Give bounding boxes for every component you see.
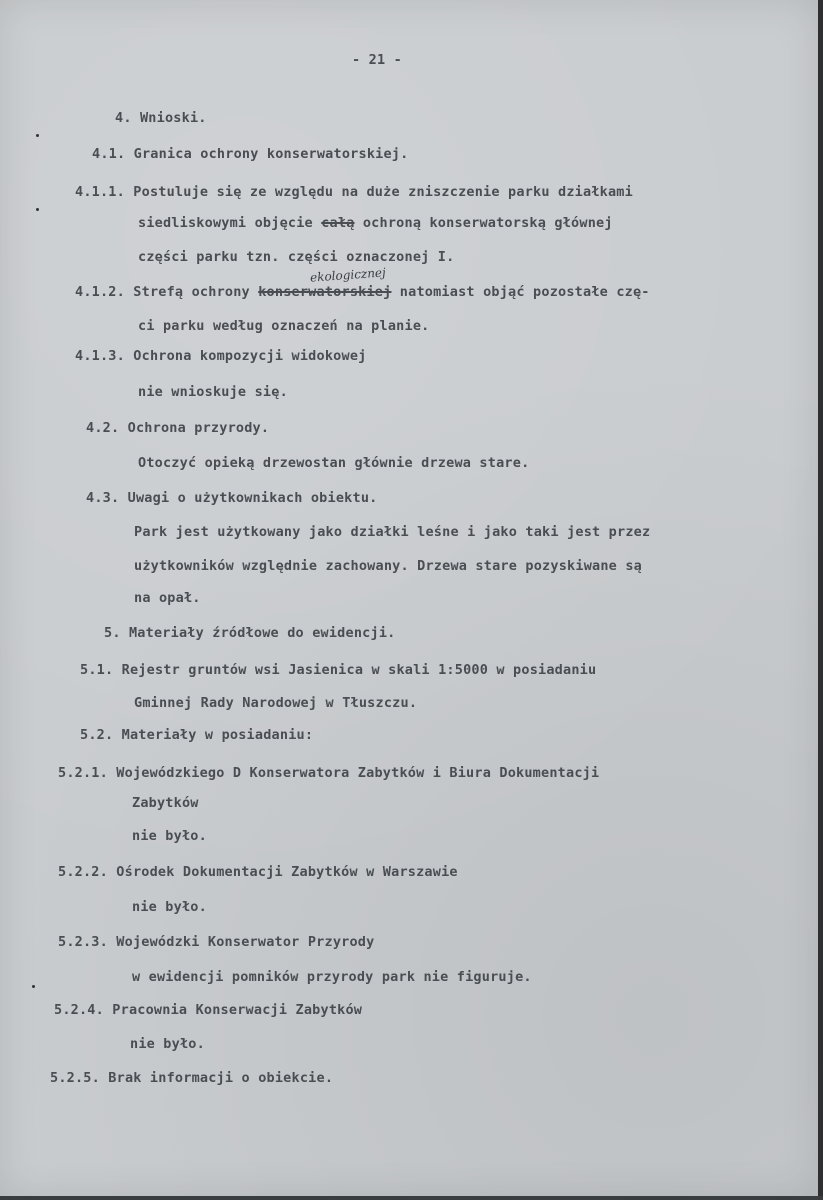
- section-text: Otoczyć opieką drzewostan głównie drzewa stare.: [138, 455, 530, 471]
- line-5: [104, 625, 395, 641]
- line-4-3: [86, 490, 377, 506]
- line-4-1: [92, 146, 408, 162]
- line-4: [115, 110, 207, 126]
- section-text: Postuluje się ze względu na duże zniszczenie parku działkami: [133, 184, 633, 200]
- line-4-1-1: [75, 184, 633, 200]
- scan-edge-right: [818, 0, 823, 1200]
- handwritten-correction: ekologicznej: [309, 265, 387, 285]
- line-5-2-3: [58, 934, 374, 950]
- line-4-1-3-cont: [138, 384, 288, 400]
- section-number: 4.1.2.: [75, 284, 125, 300]
- scan-speck: [36, 208, 39, 211]
- line-5-2-1-cont2: [132, 828, 207, 844]
- section-text: Uwagi o użytkownikach obiektu.: [127, 490, 378, 506]
- section-number: 5.2.2.: [58, 864, 108, 880]
- section-number: 5.2.1.: [58, 765, 108, 781]
- section-text: Zabytków: [132, 795, 199, 811]
- line-4-3-cont: [134, 524, 650, 540]
- section-text: Strefą ochrony: [133, 284, 250, 300]
- line-4-2-cont: [138, 455, 529, 471]
- line-5-1: [80, 662, 596, 678]
- struck-text: całą: [321, 215, 355, 231]
- section-text: Ośrodek Dokumentacji Zabytków w Warszawie: [116, 864, 458, 880]
- section-number: 5.1.: [80, 662, 114, 678]
- section-text: Wojewódzkiego D Konserwatora Zabytków i Biura Dokumentacji: [116, 765, 600, 781]
- line-5-1-cont: [134, 695, 417, 711]
- line-5-2-5: [50, 1070, 333, 1086]
- line-5-2: [80, 727, 313, 743]
- section-text: ochroną konserwatorską głównej: [362, 215, 613, 231]
- section-number: 4.3.: [86, 490, 120, 506]
- section-text: ci parku według oznaczeń na planie.: [138, 318, 430, 334]
- section-text: nie było.: [132, 899, 207, 915]
- section-text: Materiały źródłowe do ewidencji.: [128, 625, 396, 641]
- section-text: Materiały w posiadaniu:: [121, 727, 314, 743]
- section-number: 5.: [104, 625, 121, 641]
- section-text: Gminnej Rady Narodowej w Tłuszczu.: [134, 695, 418, 711]
- scan-speck: [36, 134, 39, 137]
- section-number: 4.1.3.: [75, 348, 125, 364]
- section-text: Brak informacji o obiekcie.: [108, 1070, 334, 1086]
- section-number: 4.2.: [86, 420, 120, 436]
- section-text: Granica ochrony konserwatorskiej.: [133, 146, 409, 162]
- section-text: Ochrona kompozycji widokowej: [133, 348, 367, 364]
- scan-speck: [32, 985, 35, 988]
- line-4-2: [86, 420, 269, 436]
- section-number: 5.2.4.: [54, 1002, 104, 1018]
- section-text: nie wnioskuje się.: [138, 384, 288, 400]
- line-4-1-1-cont2: [138, 249, 454, 265]
- line-4-1-2: [75, 284, 650, 300]
- section-text: siedliskowymi objęcie: [138, 215, 313, 231]
- section-text: w ewidencji pomników przyrody park nie figuruje.: [132, 969, 532, 985]
- line-5-2-1-cont: [132, 795, 199, 811]
- line-4-3-cont2: [134, 558, 642, 574]
- section-text: Ochrona przyrody.: [127, 420, 270, 436]
- line-5-2-4-cont: [130, 1036, 205, 1052]
- section-text: Pracownia Konserwacji Zabytków: [112, 1002, 363, 1018]
- section-text: natomiast objąć pozostałe czę-: [399, 284, 650, 300]
- section-text: użytkowników względnie zachowany. Drzewa stare pozyskiwane są: [134, 558, 642, 574]
- line-4-1-2-cont: [138, 318, 429, 334]
- section-text: części parku tzn. części oznaczonej I.: [138, 249, 455, 265]
- line-5-2-4: [54, 1002, 362, 1018]
- section-number: 4.1.: [92, 146, 126, 162]
- struck-text: konserwatorskiej: [258, 284, 392, 300]
- line-4-3-cont3: [134, 590, 201, 606]
- section-number: 4.: [115, 110, 132, 126]
- section-text: Park jest użytkowany jako działki leśne i jako taki jest przez: [134, 524, 651, 540]
- line-5-2-1: [58, 765, 599, 781]
- section-text: nie było.: [132, 828, 207, 844]
- scan-edge-bottom: [0, 1196, 823, 1200]
- line-5-2-2: [58, 864, 458, 880]
- section-text: Wojewódzki Konserwator Przyrody: [116, 934, 375, 950]
- page-number: - 21 -: [352, 52, 402, 68]
- section-text: Wnioski.: [139, 110, 207, 126]
- line-4-1-3: [75, 348, 366, 364]
- section-number: 5.2.5.: [50, 1070, 100, 1086]
- line-4-1-1-cont: [138, 215, 613, 231]
- line-5-2-2-cont: [132, 899, 207, 915]
- section-text: Rejestr gruntów wsi Jasienica w skali 1:5000 w posiadaniu: [121, 662, 597, 678]
- line-5-2-3-cont: [132, 969, 532, 985]
- section-text: nie było.: [130, 1036, 205, 1052]
- section-number: 5.2.: [80, 727, 114, 743]
- section-number: 4.1.1.: [75, 184, 125, 200]
- section-text: na opał.: [134, 590, 201, 606]
- section-number: 5.2.3.: [58, 934, 108, 950]
